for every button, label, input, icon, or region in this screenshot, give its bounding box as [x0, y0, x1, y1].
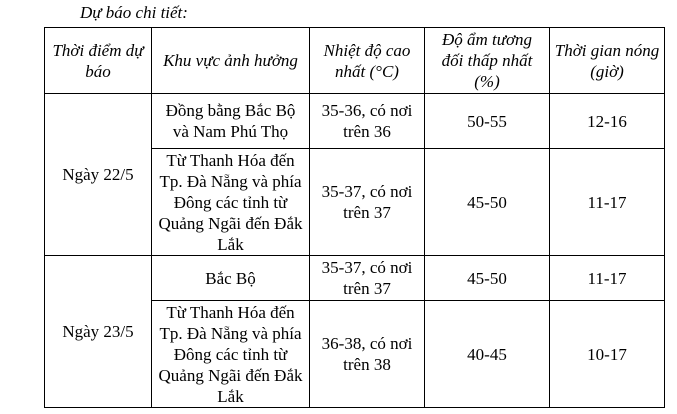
day-cell: Ngày 23/5 — [45, 256, 152, 408]
section-caption: Dự báo chi tiết: — [80, 3, 188, 22]
forecast-table — [44, 27, 665, 408]
hours-cell: 10-17 — [550, 301, 665, 408]
region-cell: Từ Thanh Hóa đến Tp. Đà Nẵng và phía Đông các tỉnh từ Quảng Ngãi đến Đắk Lắk — [152, 301, 310, 408]
hours-cell: 11-17 — [550, 256, 665, 301]
header-min-humidity: Độ ẩm tương đối thấp nhất (%) — [425, 28, 550, 94]
header-affected-area: Khu vực ảnh hưởng — [152, 28, 310, 94]
humidity-cell: 50-55 — [425, 94, 550, 149]
humidity-cell: 45-50 — [425, 256, 550, 301]
temperature-cell: 35-37, có nơi trên 37 — [310, 256, 425, 301]
header-max-temperature: Nhiệt độ cao nhất (°C) — [310, 28, 425, 94]
table-row — [45, 94, 665, 149]
temperature-cell: 36-38, có nơi trên 38 — [310, 301, 425, 408]
region-cell: Từ Thanh Hóa đến Tp. Đà Nẵng và phía Đông các tỉnh từ Quảng Ngãi đến Đắk Lắk — [152, 149, 310, 256]
region-cell: Bắc Bộ — [152, 256, 310, 301]
day-cell: Ngày 22/5 — [45, 94, 152, 256]
hours-cell: 12-16 — [550, 94, 665, 149]
hours-cell: 11-17 — [550, 149, 665, 256]
header-forecast-time: Thời điểm dự báo — [45, 28, 152, 94]
temperature-cell: 35-36, có nơi trên 36 — [310, 94, 425, 149]
humidity-cell: 45-50 — [425, 149, 550, 256]
humidity-cell: 40-45 — [425, 301, 550, 408]
header-hot-hours: Thời gian nóng (giờ) — [550, 28, 665, 94]
temperature-cell: 35-37, có nơi trên 37 — [310, 149, 425, 256]
table-header-row — [45, 28, 665, 94]
table-row — [45, 256, 665, 301]
region-cell: Đồng bằng Bắc Bộ và Nam Phú Thọ — [152, 94, 310, 149]
